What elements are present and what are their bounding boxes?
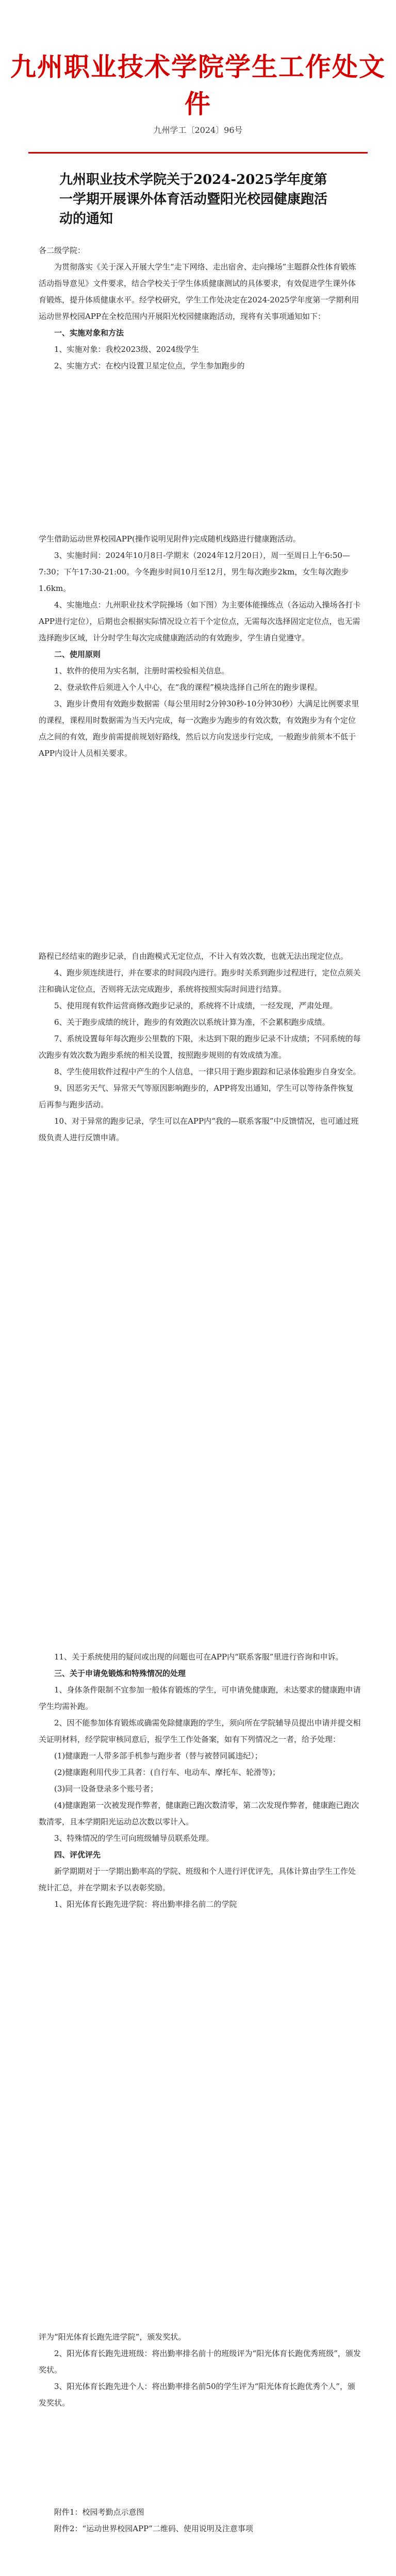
rule-1: 1、软件的使用为实名制，注册时需校验相关信息。 — [54, 666, 229, 675]
award-1: 1、阳光体育长跑先进学院：将出勤率排名前二的学院 — [54, 1900, 237, 1909]
intro-paragraph: 为贯彻落实《关于深入开展大学生“走下网络、走出宿舍、走向操场”主题群众性体育锻炼活动指导意见》文件要求，结合学校关于学生体质健康测试的具体要求，有效促进学生课外体育锻炼，提升体质健康水平。经学校研究，学生工作处决定在2024-2025学年度第一学期利用运动世界校园APP在全校范围内开展阳光校园健康跑活动，现将有关事项通知如下： — [39, 262, 359, 321]
document-number: 九州学工〔2024〕96号 — [153, 125, 243, 135]
rule-4: 4、跑步须连续进行，并在要求的时间段内进行。跑步时关系到跑步过程进行，定位点须关注和确认定位点，否则将无法完成跑步，系统将按照实际时间进行结算。 — [39, 968, 361, 994]
section-heading-exemption: 三、关于申请免锻炼和特殊情况的处理 — [54, 1669, 186, 1678]
award-1-continuation: 评为“阳光体育长跑先进学院”，颁发奖状。 — [39, 2332, 186, 2342]
rule-3: 3、跑步计费用有效跑步数据需（每公里用时2分钟30秒-10分钟30秒）大满足比例要求里的课程，课程用时数据需为当天内完成，每一次跑步为跑步的有效次数，有效跑步为有个定位点之间的有效，跑步前需提前规划好路线，然后以方向发送步行完成，一般跑步前须本不低于APP内设计人员相关要求。 — [39, 699, 359, 758]
intro-section — [39, 242, 361, 374]
award-3: 3、阳光体育长跑先进个人：将出勤率排名前50的学生评为“阳光体育长跑优秀个人”，颁发奖状。 — [39, 2382, 355, 2408]
attachment-2: 附件2：“运动世界校园APP”二维码、使用说明及注意事项 — [54, 2524, 253, 2533]
exemption-3: 3、特殊情况的学生可向班级辅导员联系处理。 — [54, 1834, 214, 1843]
awards-intro: 新学期期对于一学期出勤率高的学院、班级和个人进行评优评先，具体计算由学生工作处统计汇总，并在学期末予以表彰奖励。 — [39, 1867, 356, 1892]
rule-3-continuation: 路程已经结束的跑步记录，自由跑模式无定位点，不计入有效次数，也就无法出现定位点。 — [39, 952, 349, 961]
rules-continued — [39, 948, 361, 1146]
violation-a: (1)健康跑一人带多部手机参与跑步者（替与被替同属违纪）； — [54, 1751, 262, 1760]
violation-d: (4)健康跑第一次被发现作弊者，健康跑已跑次数清零，第二次发现作弊者，健康跑已跑次数清零，且本学期阳光运动总次数以零计入。 — [39, 1801, 359, 1826]
rule-7: 7、系统设置每年每次跑步公里数的下限，未达到下限的跑步记录不计成绩；不同系统的每次跑步有效次数为跑步系统的相关设置，按照跑步规则的有效成绩为准。 — [39, 1034, 361, 1060]
attachments — [39, 2504, 361, 2537]
method-continuation: 学生借助运动世界校园APP(操作说明见附件)完成随机线路进行健康跑活动。 — [39, 534, 301, 544]
document-title: 九州职业技术学院关于2024-2025学年度第一学期开展课外体育活动暨阳光校园健康跑活动的通知 — [59, 172, 328, 227]
rule-9: 9、因恶劣天气、异常天气等原因影响跑步的，APP将发出通知，学生可以等待条件恢复后再参与跑步活动。 — [39, 1083, 354, 1109]
item-target: 1、实施对象：我校2023级、2024级学生 — [54, 345, 199, 354]
section-heading-awards: 四、评优评先 — [54, 1850, 101, 1859]
document-header-title: 九州职业技术学院学生工作处文件 — [10, 52, 386, 119]
exemption-section — [39, 1649, 361, 1912]
violation-b: (2)健康跑利用代步工具者：(自行车、电动车、摩托车、轮滑等)； — [54, 1768, 280, 1777]
exemption-1: 1、身体条件限制不宜参加一般体育锻炼的学生，可申请免健康跑，未达要求的健康跑申请学生均需补跑。 — [39, 1685, 361, 1711]
rule-2: 2、登录软件后须进入个人中心，在“我的课程”模块选择自己所在的跑步课程。 — [54, 683, 322, 692]
exemption-2: 2、因不能参加体育锻炼或确需免除健康跑的学生，须向所在学院辅导员提出申请并提交相关证明材料，经学院审核同意后，报学生工作处备案，如有下列情况之一者，给予处理： — [39, 1718, 361, 1744]
violation-c: (3)同一设备登录多个账号者； — [54, 1784, 158, 1793]
award-2: 2、阳光体育长跑先进班级：将出勤率排名前十的班级评为“阳光体育长跑优秀班级”，颁发奖状。 — [39, 2349, 361, 2375]
item-location: 4、实施地点：九州职业技术学院操场（如下图）为主要体能操练点（各运动入操场各打卡APP进行定位），后期也会根据实际情况设立若干个定位点，无需每次选择固定定位点，也无需选择跑步区域，计分时学生每次完成健康跑活动的有效跑步，学生请自觉遵守。 — [39, 600, 361, 642]
header-divider — [28, 152, 368, 154]
implementation-section — [39, 531, 361, 761]
rule-10: 10、对于异常的跑步记录，学生可以在APP内“我的—联系客服”中反馈情况，也可通过班级负责人进行反馈申请。 — [39, 1116, 359, 1142]
item-method: 2、实施方式：在校内设置卫星定位点，学生参加跑步的 — [54, 361, 245, 370]
section-heading-targets: 一、实施对象和方法 — [54, 328, 124, 337]
item-time: 3、实施时间：2024年10月8日-学期末（2024年12月20日），周一至周日上午6:50—7:30；下午17:30-21:00。今冬跑步时间10月至12月，男生每次跑步2km，女生每次跑步1.6km。 — [39, 551, 350, 593]
rule-6: 6、关于跑步成绩的统计，跑步的有效跑次以系统计算为准，不会累积跑步成绩。 — [54, 1018, 330, 1027]
greeting: 各二级学院： — [39, 246, 86, 255]
awards-continued — [39, 2329, 361, 2411]
section-heading-rules: 二、使用原则 — [54, 650, 101, 659]
rule-8: 8、学生使用软件过程中产生的个人信息，一律只用于跑步跟踪和记录体验跑步自身安全。 — [54, 1067, 361, 1076]
rule-5: 5、使用现有软件运营商修改跑步记录的，系统将不计成绩，一经发现，严肃处理。 — [54, 1001, 338, 1010]
attachment-1: 附件1：校园考勤点示意图 — [54, 2507, 144, 2517]
rule-11: 11、关于系统使用的疑问或出现的问题也可在APP内“联系客服”里进行咨询和申诉。 — [54, 1652, 343, 1662]
